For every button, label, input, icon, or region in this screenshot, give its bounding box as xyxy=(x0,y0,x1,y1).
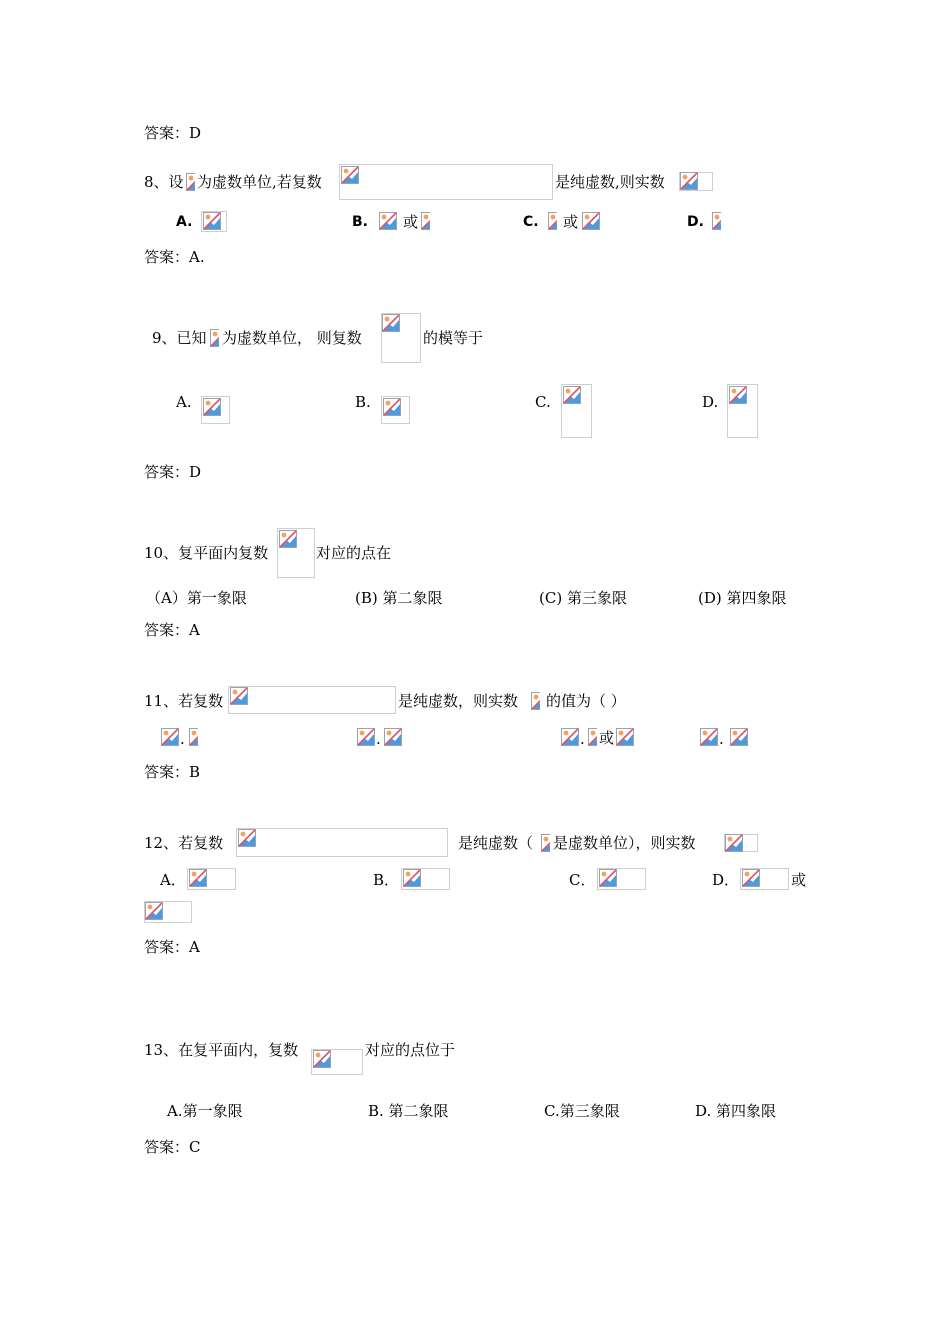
answer-11: 答案：B xyxy=(144,763,201,781)
broken-image-icon xyxy=(582,212,600,230)
broken-image-icon xyxy=(729,386,747,404)
q12-option-d-label: D． xyxy=(712,871,740,889)
q9-option-a-label: A. xyxy=(176,393,192,411)
broken-image-icon xyxy=(730,728,748,746)
q11-option-c-dot: . xyxy=(580,730,585,748)
q11-option-d-dot: . xyxy=(719,730,724,748)
broken-image-icon xyxy=(203,398,221,416)
q12-text-2: 是纯虚数（ xyxy=(458,834,534,852)
q12-option-d-or: 或 xyxy=(791,871,807,889)
answer-9: 答案：D xyxy=(144,463,202,481)
q8-text-3: 是纯虚数,则实数 xyxy=(555,173,665,191)
q9-text-3: 的模等于 xyxy=(423,329,484,347)
broken-image-icon xyxy=(313,1050,331,1068)
q13-option-d: D. 第四象限 xyxy=(695,1102,777,1120)
answer-7: 答案：D xyxy=(144,124,202,142)
q8-option-c-label: C. xyxy=(523,214,539,230)
broken-image-icon xyxy=(357,728,375,746)
q9-option-c-label: C. xyxy=(535,393,551,411)
q8-text-2: 为虚数单位,若复数 xyxy=(197,173,322,191)
broken-image-icon xyxy=(563,386,581,404)
q12-option-b-label: B． xyxy=(373,871,400,889)
q10-option-c: (C) 第三象限 xyxy=(539,589,627,607)
broken-image-icon xyxy=(616,728,634,746)
q13-option-c: C.第三象限 xyxy=(544,1102,620,1120)
q12-option-a-label: A． xyxy=(160,871,186,889)
q13-option-b: B. 第二象限 xyxy=(368,1102,449,1120)
q13-text-2: 对应的点位于 xyxy=(365,1041,456,1059)
broken-image-icon xyxy=(238,829,256,847)
q10-option-b: (B) 第二象限 xyxy=(355,589,443,607)
broken-image-icon xyxy=(742,869,760,887)
answer-13: 答案：C xyxy=(144,1138,201,1156)
broken-image-icon xyxy=(186,173,195,191)
q11-option-b-dot: . xyxy=(376,730,381,748)
q8-option-d-label: D. xyxy=(687,214,704,230)
q10-text-1: 10、复平面内复数 xyxy=(144,544,269,562)
broken-image-icon xyxy=(680,172,698,190)
q10-option-a: （A）第一象限 xyxy=(146,589,247,607)
formula-image-frame xyxy=(228,686,396,714)
broken-image-icon xyxy=(531,692,540,710)
broken-image-icon xyxy=(403,869,421,887)
q8-option-b-label: B. xyxy=(352,214,368,230)
answer-12: 答案：A xyxy=(144,938,200,956)
q8-option-b-or: 或 xyxy=(403,213,419,231)
broken-image-icon xyxy=(382,314,400,332)
broken-image-icon xyxy=(712,212,721,230)
q11-option-a-dot: . xyxy=(180,730,185,748)
broken-image-icon xyxy=(230,687,248,705)
broken-image-icon xyxy=(379,212,397,230)
broken-image-icon xyxy=(541,834,550,852)
broken-image-icon xyxy=(279,530,297,548)
broken-image-icon xyxy=(210,329,219,347)
q11-text-2: 是纯虚数，则实数 xyxy=(398,692,519,710)
broken-image-icon xyxy=(421,212,430,230)
broken-image-icon xyxy=(189,728,198,746)
answer-8: 答案：A. xyxy=(144,248,205,266)
q10-text-2: 对应的点在 xyxy=(316,544,392,562)
q8-option-a-label: A. xyxy=(176,214,193,230)
q11-text-1: 11、若复数 xyxy=(144,692,224,710)
broken-image-icon xyxy=(548,212,557,230)
q12-option-c-label: C． xyxy=(569,871,596,889)
broken-image-icon xyxy=(725,834,743,852)
q8-text-1: 8、设 xyxy=(144,173,184,191)
formula-image-frame xyxy=(339,164,553,200)
q11-text-3: 的值为（ ） xyxy=(546,692,626,710)
q8-option-c-or: 或 xyxy=(563,213,579,231)
broken-image-icon xyxy=(189,869,207,887)
broken-image-icon xyxy=(383,398,401,416)
q13-text-1: 13、在复平面内，复数 xyxy=(144,1041,299,1059)
broken-image-icon xyxy=(561,728,579,746)
q11-option-c-or: 或 xyxy=(599,729,615,747)
broken-image-icon xyxy=(341,166,359,184)
broken-image-icon xyxy=(203,212,221,230)
broken-image-icon xyxy=(588,728,597,746)
q9-option-d-label: D. xyxy=(702,393,719,411)
broken-image-icon xyxy=(599,869,617,887)
answer-10: 答案：A xyxy=(144,621,200,639)
q10-option-d: (D) 第四象限 xyxy=(698,589,787,607)
broken-image-icon xyxy=(145,902,163,920)
q9-option-b-label: B. xyxy=(355,393,371,411)
q12-text-1: 12、若复数 xyxy=(144,834,224,852)
broken-image-icon xyxy=(161,728,179,746)
broken-image-icon xyxy=(384,728,402,746)
broken-image-icon xyxy=(700,728,718,746)
formula-image-frame xyxy=(236,828,448,857)
q9-text-2: 为虚数单位， 则复数 xyxy=(222,329,362,347)
q13-option-a: A.第一象限 xyxy=(167,1102,243,1120)
q9-text-1: 9、已知 xyxy=(152,329,207,347)
q12-text-3: 是虚数单位），则实数 xyxy=(553,834,696,852)
